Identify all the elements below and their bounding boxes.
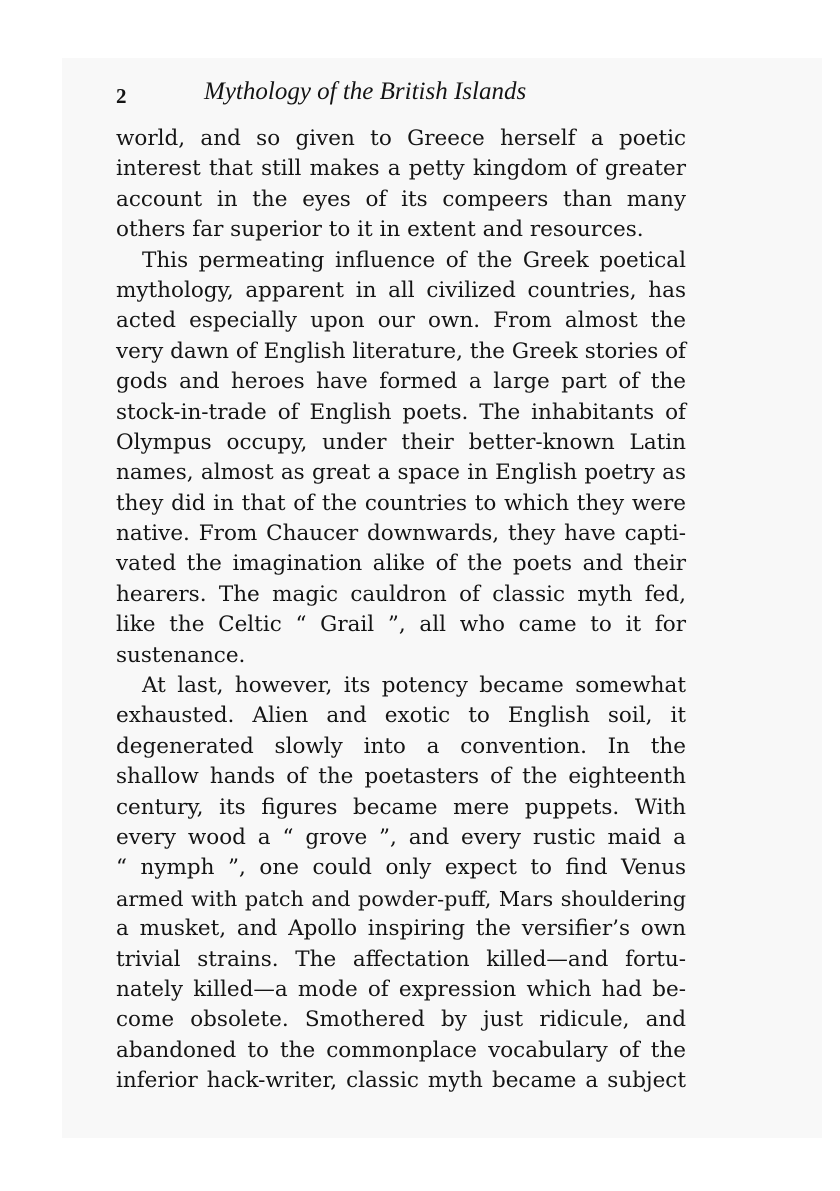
running-title: Mythology of the British Islands — [204, 78, 527, 105]
text-line: inferior hack-writer, classic myth became a subject — [116, 1068, 686, 1094]
text-line: “ nymph ”, one could only expect to find Venus — [116, 855, 686, 881]
text-line: At last, however, its potency became somewhat — [142, 673, 686, 699]
page-header — [116, 76, 686, 116]
text-line: nately killed—a mode of expression which had be- — [116, 976, 686, 1002]
text-line: hearers. The magic cauldron of classic myth fed, — [116, 581, 686, 607]
text-line: a musket, and Apollo inspiring the versifier’s own — [116, 916, 686, 942]
text-line: every wood a “ grove ”, and every rustic maid a — [116, 824, 686, 850]
text-line: armed with patch and powder-puff, Mars shouldering — [116, 886, 686, 911]
text-line: This permeating influence of the Greek poetical — [142, 247, 686, 273]
text-line: others far superior to it in extent and resources. — [116, 217, 644, 243]
text-line: come obsolete. Smothered by just ridicule, and — [116, 1007, 686, 1033]
text-line: shallow hands of the poetasters of the eighteenth — [116, 764, 686, 790]
text-line: they did in that of the countries to which they were — [116, 490, 686, 516]
text-line: account in the eyes of its compeers than many — [116, 186, 686, 212]
text-line: like the Celtic “ Grail ”, all who came to it for — [116, 612, 686, 638]
text-line: vated the imagination alike of the poets and their — [116, 551, 686, 577]
text-line: stock-in-trade of English poets. The inhabitants of — [116, 399, 686, 425]
page-number: 2 — [116, 84, 127, 108]
text-line: names, almost as great a space in English poetry as — [116, 460, 686, 486]
text-line: very dawn of English literature, the Greek stories of — [116, 338, 686, 364]
text-line: abandoned to the commonplace vocabulary of the — [116, 1037, 686, 1063]
text-line: century, its figures became mere puppets. With — [116, 794, 686, 820]
text-line: degenerated slowly into a convention. In the — [116, 733, 686, 759]
text-line: native. From Chaucer downwards, they have capti- — [116, 521, 686, 547]
text-line: mythology, apparent in all civilized countries, has — [116, 277, 686, 303]
body-text — [116, 124, 686, 1097]
text-line: sustenance. — [116, 642, 246, 668]
text-line: trivial strains. The affectation killed—and fortu- — [116, 946, 686, 972]
text-line: world, and so given to Greece herself a poetic — [116, 126, 686, 151]
text-line: interest that still makes a petty kingdom of greater — [116, 156, 686, 182]
text-line: gods and heroes have formed a large part of the — [116, 369, 686, 395]
text-line: acted especially upon our own. From almost the — [116, 308, 686, 334]
text-line: Olympus occupy, under their better-known Latin — [116, 429, 686, 455]
text-line: exhausted. Alien and exotic to English soil, it — [116, 703, 686, 729]
